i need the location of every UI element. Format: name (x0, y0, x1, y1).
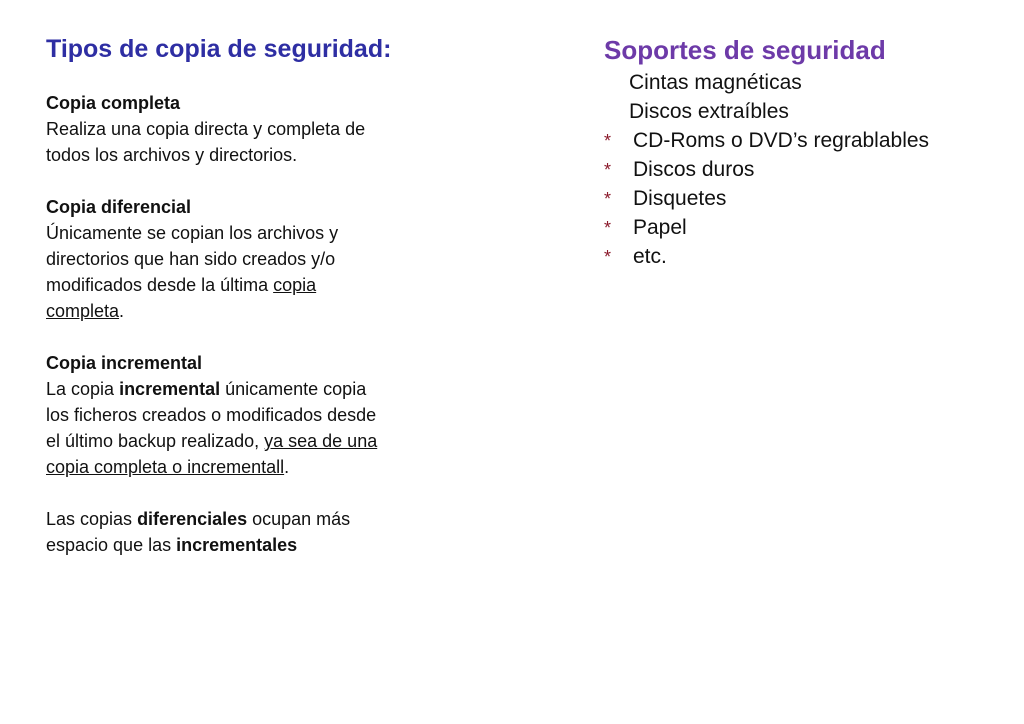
incremental-reference: ya sea de una (264, 431, 378, 451)
full-backup-heading: Copia completa (46, 93, 181, 113)
media-item: Discos extraíbles (629, 100, 789, 123)
media-item: * etc. (604, 242, 1014, 271)
asterisk-bullet-icon: * (604, 131, 612, 151)
asterisk-bullet-icon: * (604, 218, 612, 238)
backup-media-section (604, 32, 1014, 271)
incremental-reference: copia completa o incrementall (46, 457, 285, 477)
differential-text-line: modificados desde la última copia (46, 275, 317, 295)
full-backup-reference: completa (46, 301, 120, 321)
incremental-text-line: copia completa o incrementall. (46, 457, 290, 477)
asterisk-bullet-icon: * (604, 247, 612, 267)
space-note-line: Las copias diferenciales ocupan más (46, 509, 351, 529)
incremental-text-line: La copia incremental únicamente copia (46, 379, 367, 399)
differential-text-line: Únicamente se copian los archivos y (46, 223, 339, 243)
asterisk-bullet-icon: * (604, 160, 612, 180)
differential-text-line: completa. (46, 301, 125, 321)
backup-media-title: Soportes de seguridad (604, 35, 886, 65)
differential-backup-block (46, 194, 466, 324)
backup-types-section (46, 32, 466, 558)
backup-media-list (604, 68, 1014, 271)
media-item: * Disquetes (604, 184, 1014, 213)
space-note-block (46, 506, 466, 558)
full-backup-reference: copia (273, 275, 317, 295)
full-backup-block (46, 90, 466, 168)
incremental-backup-block (46, 350, 466, 480)
backup-types-title: Tipos de copia de seguridad: (46, 35, 392, 63)
incremental-backup-heading: Copia incremental (46, 353, 203, 373)
media-item: * CD-Roms o DVD’s regrablables (604, 126, 1014, 155)
differential-text-line: directorios que han sido creados y/o (46, 249, 336, 269)
incremental-text-line: el último backup realizado, ya sea de una (46, 431, 378, 451)
incremental-text-line: los ficheros creados o modificados desde (46, 405, 377, 425)
media-item: * Papel (604, 213, 1014, 242)
media-item: * Discos duros (604, 155, 1014, 184)
differential-backup-heading: Copia diferencial (46, 197, 192, 217)
full-backup-text-line: todos los archivos y directorios. (46, 145, 298, 165)
asterisk-bullet-icon: * (604, 189, 612, 209)
full-backup-text-line: Realiza una copia directa y completa de (46, 119, 366, 139)
space-note-line: espacio que las incrementales (46, 535, 298, 555)
media-item: Cintas magnéticas (629, 71, 802, 94)
